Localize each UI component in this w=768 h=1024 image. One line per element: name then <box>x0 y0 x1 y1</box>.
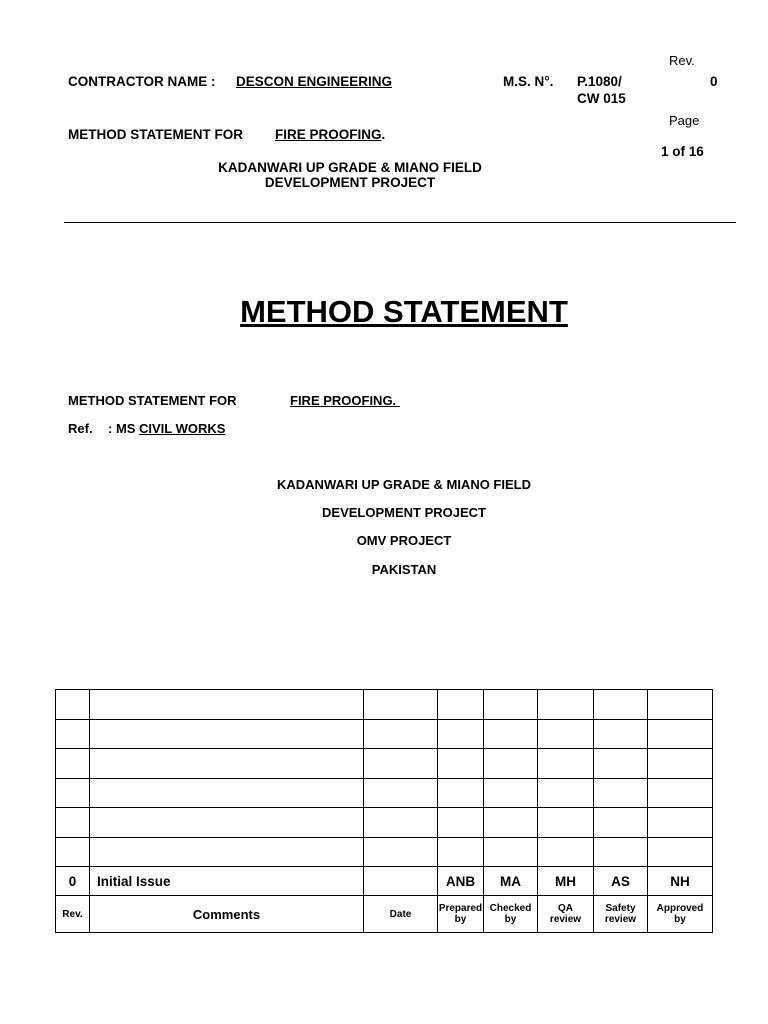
table-row-blank <box>56 778 713 808</box>
issue-safety-review: AS <box>594 867 648 896</box>
table-header-row <box>56 896 713 933</box>
header-divider <box>64 222 736 223</box>
col-approved-header-line2: by <box>674 914 686 925</box>
col-approved-header-line1: Approved <box>656 903 704 914</box>
header-project-line1: KADANWARI UP GRADE & MIANO FIELD <box>218 160 482 175</box>
header-method-label: METHOD STATEMENT FOR <box>68 127 243 142</box>
table-row-blank <box>56 749 713 779</box>
col-safety-header-line1: Safety <box>605 903 636 914</box>
issue-comments: Initial Issue <box>90 867 364 896</box>
revision-table <box>55 689 713 933</box>
header-method-subject-text: FIRE PROOFING <box>275 127 382 142</box>
ref-value: CIVIL WORKS <box>139 421 226 436</box>
table-row-blank <box>56 808 713 838</box>
col-prepared-header <box>438 896 484 933</box>
table-row-initial-issue <box>56 867 713 896</box>
method-subject: FIRE PROOFING. <box>290 393 400 408</box>
project-line-1: KADANWARI UP GRADE & MIANO FIELD <box>277 477 531 492</box>
col-qa-header <box>538 896 594 933</box>
header-method-subject <box>275 127 385 142</box>
table-row-blank <box>56 719 713 749</box>
ms-number-label: M.S. N°. <box>503 74 554 89</box>
col-safety-header <box>594 896 648 933</box>
ref-label: Ref. <box>68 421 93 436</box>
col-qa-header-line1: QA <box>558 903 573 914</box>
contractor-name: DESCON ENGINEERING <box>236 74 393 89</box>
issue-checked-by: MA <box>484 867 538 896</box>
ref-prefix: : MS <box>108 421 136 436</box>
issue-prepared-by: ANB <box>438 867 484 896</box>
col-prepared-header-line1: Prepared <box>438 903 483 914</box>
ms-number-line2: CW 015 <box>577 91 626 106</box>
ms-number-line1: P.1080/ <box>577 74 622 89</box>
col-rev-header: Rev. <box>56 896 90 933</box>
method-label: METHOD STATEMENT FOR <box>68 393 237 408</box>
col-checked-header-line2: by <box>504 914 517 925</box>
col-approved-header <box>648 896 713 933</box>
col-checked-header-line1: Checked <box>489 903 532 914</box>
col-safety-header-line2: review <box>604 914 637 925</box>
rev-label: Rev. <box>669 53 695 68</box>
col-qa-header-line2: review <box>549 914 582 925</box>
issue-qa-review: MH <box>538 867 594 896</box>
col-prepared-header-line2: by <box>454 914 467 925</box>
col-checked-header <box>484 896 538 933</box>
project-line-3: OMV PROJECT <box>356 533 452 548</box>
header-method-subject-suffix: . <box>381 127 386 142</box>
page-title: METHOD STATEMENT <box>240 294 568 329</box>
rev-value: 0 <box>710 74 718 89</box>
col-date-header: Date <box>364 896 438 933</box>
contractor-label: CONTRACTOR NAME : <box>68 74 216 89</box>
table-row-blank <box>56 690 713 720</box>
page-label: Page <box>669 113 700 128</box>
issue-approved-by: NH <box>648 867 713 896</box>
project-line-4: PAKISTAN <box>371 562 437 577</box>
issue-rev: 0 <box>56 867 90 896</box>
project-line-2: DEVELOPMENT PROJECT <box>322 505 486 520</box>
page-value: 1 of 16 <box>661 144 704 159</box>
header-project-line2: DEVELOPMENT PROJECT <box>264 175 436 190</box>
col-comments-header: Comments <box>90 896 364 933</box>
table-row-blank <box>56 837 713 867</box>
issue-date <box>364 867 438 896</box>
